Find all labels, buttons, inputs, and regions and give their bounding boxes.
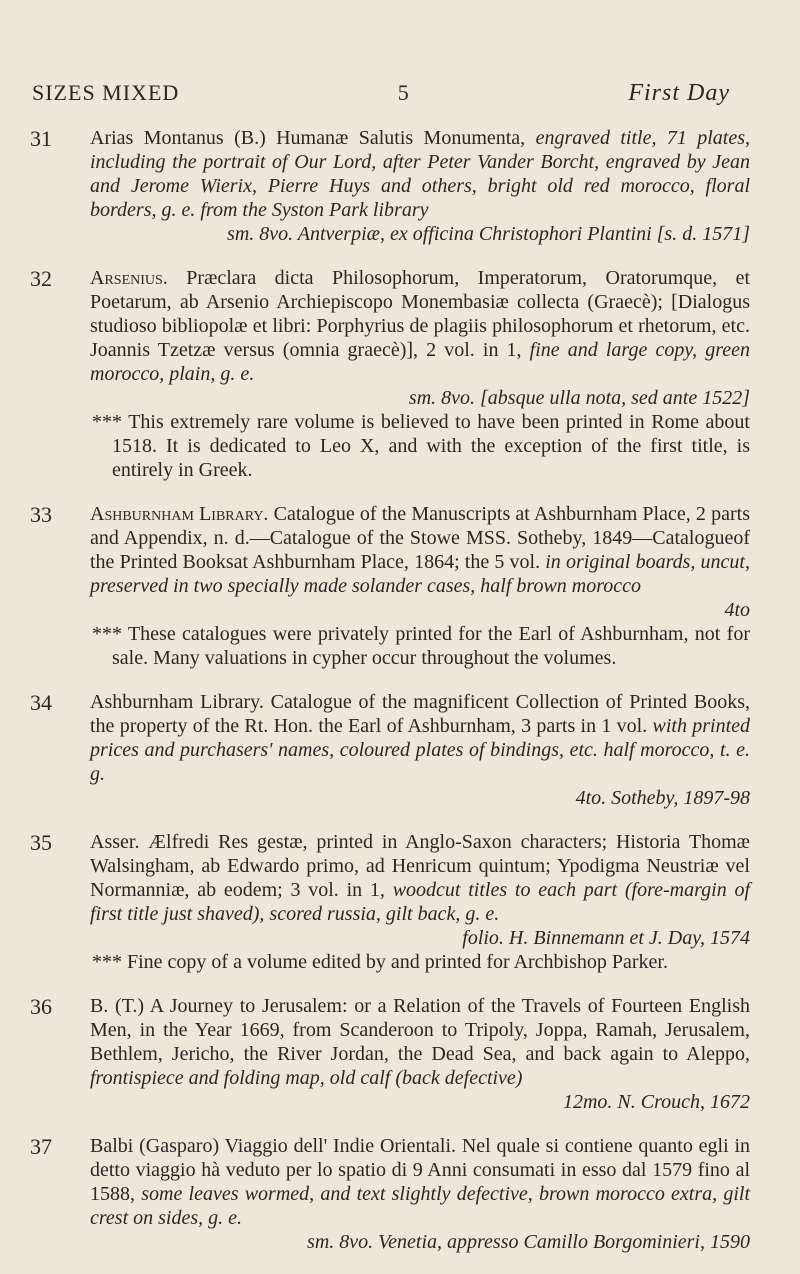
lot-number: 37: [30, 1134, 52, 1159]
lot-physical-description: frontispiece and folding map, old calf (back defective): [90, 1067, 523, 1089]
lot-physical-description: woodcut titles to each part (fore-margin of first title just shaved), scored russia, gilt back, g. e.: [90, 879, 751, 925]
lot-lead: Ashburnham Library.: [90, 503, 269, 525]
lot-imprint: 12mo. N. Crouch, 1672: [562, 1091, 750, 1113]
lot-entry: [30, 1134, 750, 1254]
lot-number: 32: [30, 266, 52, 291]
lot-list: [30, 126, 750, 1274]
lot-lead: Arsenius.: [90, 267, 168, 289]
lot-imprint: folio. H. Binnemann et J. Day, 1574: [462, 927, 750, 949]
lot-imprint: sm. 8vo. Antverpiæ, ex officina Christophori Plantini [s. d. 1571]: [227, 223, 750, 245]
lot-number: 35: [30, 830, 52, 855]
lot-number: 36: [30, 994, 52, 1019]
lot-number: 33: [30, 502, 52, 527]
sale-day: First Day: [628, 80, 730, 106]
lot-description: [90, 1134, 750, 1254]
lot-physical-description: fine and large copy, green morocco, plain, g. e.: [90, 339, 750, 385]
lot-imprint: sm. 8vo. [absque ulla nota, sed ante 1522]: [408, 387, 750, 409]
lot-description: [90, 126, 750, 246]
lot-title: B. (T.) A Journey to Jerusalem: or a Relation of the Travels of Fourteen English Men, in the Year 1669, from Scanderoon to Tripoly, Joppa, Ramah, Jerusalem, Bethlem, Jericho, the River Jordan, the Dead Sea, and back again to Aleppo,: [90, 995, 750, 1065]
lot-physical-description: in original boards, uncut, preserved in two specially made solander cases, half brown morocco: [90, 551, 750, 597]
lot-title: Asser. Ælfredi Res gestæ, printed in Anglo-Saxon characters; Historia Thomæ Walsingham, ab Edwardo primo, ad Henricum quintum; Ypodigma Neustriæ vel Normanniæ, ab eodem; 3 vol. in 1,: [90, 831, 750, 901]
lot-note: *** These catalogues were privately printed for the Earl of Ashburnham, not for sale. Many valuations in cypher occur throughout the volumes.: [92, 623, 750, 669]
lot-description: [90, 502, 750, 622]
lot-entry: [30, 266, 750, 482]
lot-physical-description: with printed prices and purchasers' names, coloured plates of bindings, etc. half morocco, t. e. g.: [90, 715, 751, 785]
lot-entry: [30, 830, 750, 974]
lot-title: Ashburnham Library. Catalogue of the magnificent Collection of Printed Books, the property of the Rt. Hon. the Earl of Ashburnham, 3 parts in 1 vol.: [90, 691, 750, 737]
lot-note: *** This extremely rare volume is believed to have been printed in Rome about 1518. It is dedicated to Leo X, and with the exception of the first title, is entirely in Greek.: [92, 411, 750, 481]
lot-description: [90, 266, 750, 410]
lot-physical-description: engraved title, 71 plates, including the portrait of Our Lord, after Peter Vander Borcht, engraved by Jean and Jerome Wierix, Pierre Huys and others, bright old red morocco, floral borders, g. e. from the Syston Park library: [90, 127, 750, 221]
lot-entry: [30, 502, 750, 670]
lot-imprint: 4to: [724, 599, 750, 621]
lot-physical-description: some leaves wormed, and text slightly defective, brown morocco extra, gilt crest on sides, g. e.: [90, 1183, 751, 1229]
lot-description: [90, 690, 750, 810]
lot-description: [90, 830, 750, 950]
lot-entry: [30, 690, 750, 810]
lot-description: [90, 994, 750, 1114]
lot-note: *** Fine copy of a volume edited by and printed for Archbishop Parker.: [92, 951, 668, 973]
lot-imprint: sm. 8vo. Venetia, appresso Camillo Borgominieri, 1590: [307, 1231, 750, 1253]
lot-title: Catalogue of the Manuscripts at Ashburnham Place, 2 parts and Appendix, n. d.—Catalogue of the Stowe MSS. Sotheby, 1849—Catalogueof the Printed Booksat Ashburnham Place, 1864; the 5 vol.: [90, 503, 750, 573]
lot-number: 34: [30, 690, 52, 715]
lot-number: 31: [30, 126, 52, 151]
page-number: 5: [397, 80, 410, 105]
lot-entry: [30, 994, 750, 1114]
section-title: SIZES MIXED: [32, 80, 180, 105]
lot-title: Præclara dicta Philosophorum, Imperatorum, Oratorumque, et Poetarum, ab Arsenio Archiepiscopo Monembasiæ collecta (Graecè); [Dialogus studioso bibliopolæ et libri: Porphyrius de plagiis philosophorum et rhetorum, etc. Joannis Tzetzæ versus (omnia graecè)], 2 vol. in 1,: [90, 267, 751, 361]
lot-imprint: 4to. Sotheby, 1897-98: [575, 787, 750, 809]
lot-title: Balbi (Gasparo) Viaggio dell' Indie Orientali. Nel quale si contiene quanto egli in detto viaggio hà veduto per lo spatio di 9 Anni consumati in esso dal 1579 fino al 1588,: [90, 1135, 750, 1205]
lot-entry: [30, 126, 750, 246]
page-header: [32, 80, 730, 107]
lot-title: Arias Montanus (B.) Humanæ Salutis Monumenta,: [90, 127, 526, 149]
